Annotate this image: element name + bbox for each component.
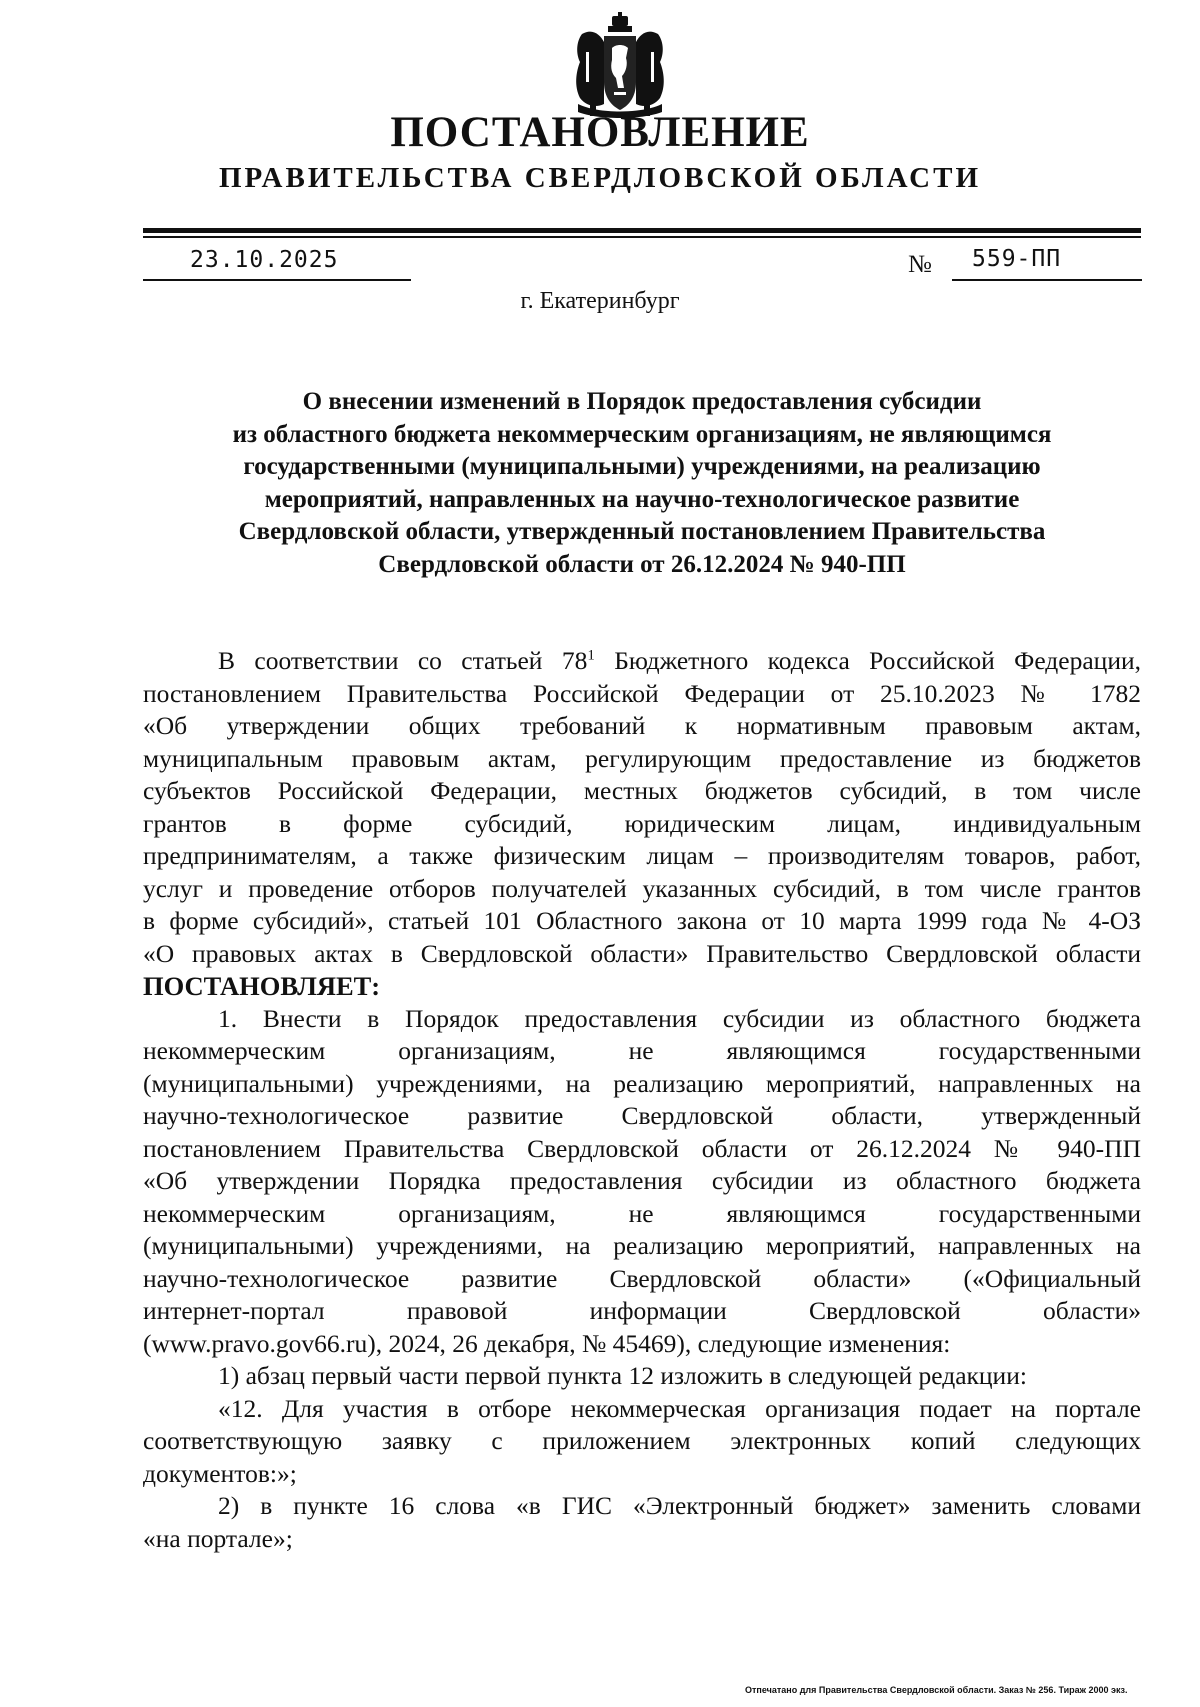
body-line: (www.pravo.gov66.ru), 2024, 26 декабря, № 45469), следующие изменения: xyxy=(143,1328,951,1358)
heading-line: государственными (муниципальными) учреждениями, на реализацию xyxy=(243,453,1041,480)
body-line: некоммерческим организациям, не являющимся государственными xyxy=(143,1198,1141,1228)
superscript: 1 xyxy=(587,647,595,664)
number-sign: № xyxy=(908,251,932,278)
number-underline xyxy=(952,279,1142,281)
heading-line: мероприятий, направленных на научно-технологическое развитие xyxy=(264,485,1020,513)
body-line: субъектов Российской Федерации, местных бюджетов субсидий, в том числе xyxy=(143,776,1141,805)
date-underline xyxy=(143,279,411,281)
body-line: 1. Внести в Порядок предоставления субсидии из областного бюджета xyxy=(218,1003,1141,1033)
heading-line: из областного бюджета некоммерческим организациям, не являющимся xyxy=(232,420,1052,448)
body-text-fragment: В соответствии со статьей 78 xyxy=(218,646,588,675)
document-date: 23.10.2025 xyxy=(190,247,339,273)
body-line: соответствующую заявку с приложением электронных копий следующих xyxy=(143,1426,1141,1455)
body-line: предпринимателям, а также физическим лицам – производителям товаров, работ, xyxy=(143,841,1141,870)
resolves-word: ПОСТАНОВЛЯЕТ: xyxy=(143,971,381,1001)
body-line: научно-технологическое развитие Свердловской области» («Официальный xyxy=(143,1263,1141,1293)
print-imprint: Отпечатано для Правительства Свердловской области. Заказ № 256. Тираж 2000 экз. xyxy=(745,1685,1128,1695)
body-line xyxy=(143,645,1141,678)
document-number: 559-ПП xyxy=(972,246,1062,272)
body-line: документов:»; xyxy=(143,1458,297,1488)
body-line: в форме субсидий», статьей 101 Областного закона от 10 марта 1999 года № 4-ОЗ xyxy=(143,906,1141,935)
city-name: г. Екатеринбург xyxy=(520,288,680,314)
body-line: (муниципальными) учреждениями, на реализацию мероприятий, направленных на xyxy=(143,1231,1141,1260)
heading-line: Свердловской области, утвержденный постановлением Правительства xyxy=(238,518,1046,545)
body-line: «Об утверждении общих требований к нормативным правовым актам, xyxy=(143,711,1141,740)
issuing-authority: ПРАВИТЕЛЬСТВА СВЕРДЛОВСКОЙ ОБЛАСТИ xyxy=(218,162,982,194)
header-divider-thin xyxy=(143,236,1141,238)
body-line: постановлением Правительства Российской Федерации от 25.10.2023 № 1782 xyxy=(143,678,1141,708)
body-line: 2) в пункте 16 слова «в ГИС «Электронный бюджет» заменить словами xyxy=(218,1491,1141,1520)
body-line: постановлением Правительства Свердловской области от 26.12.2024 № 940-ПП xyxy=(143,1133,1141,1163)
body-line: муниципальным правовым актам, регулирующим предоставление из бюджетов xyxy=(143,743,1141,773)
document-type-title: ПОСТАНОВЛЕНИЕ xyxy=(390,109,810,156)
body-line: интернет-портал правовой информации Свердловской области» xyxy=(143,1296,1141,1325)
body-text-fragment: Бюджетного кодекса Российской Федерации, xyxy=(594,646,1141,675)
body-line: «О правовых актах в Свердловской области» Правительство Свердловской области xyxy=(143,938,1141,968)
heading-line: О внесении изменений в Порядок предоставления субсидии xyxy=(302,388,982,415)
body-line: услуг и проведение отборов получателей указанных субсидий, в том числе грантов xyxy=(143,873,1141,903)
body-line: «Об утверждении Порядка предоставления субсидии из областного бюджета xyxy=(143,1166,1141,1195)
body-line: «12. Для участия в отборе некоммерческая организация подает на портале xyxy=(218,1393,1141,1423)
heading-line: Свердловской области от 26.12.2024 № 940-ПП xyxy=(378,550,906,578)
header-divider-thick xyxy=(143,228,1141,233)
body-line: некоммерческим организациям, не являющимся государственными xyxy=(143,1036,1141,1065)
body-line: (муниципальными) учреждениями, на реализацию мероприятий, направленных на xyxy=(143,1068,1141,1098)
body-line: 1) абзац первый части первой пункта 12 изложить в следующей редакции: xyxy=(218,1361,1027,1390)
body-line: «на портале»; xyxy=(143,1523,293,1553)
document-heading xyxy=(143,386,1141,581)
body-line: грантов в форме субсидий, юридическим лицам, индивидуальным xyxy=(143,808,1141,838)
body-line: научно-технологическое развитие Свердловской области, утвержденный xyxy=(143,1101,1141,1130)
document-body xyxy=(143,645,1141,1555)
